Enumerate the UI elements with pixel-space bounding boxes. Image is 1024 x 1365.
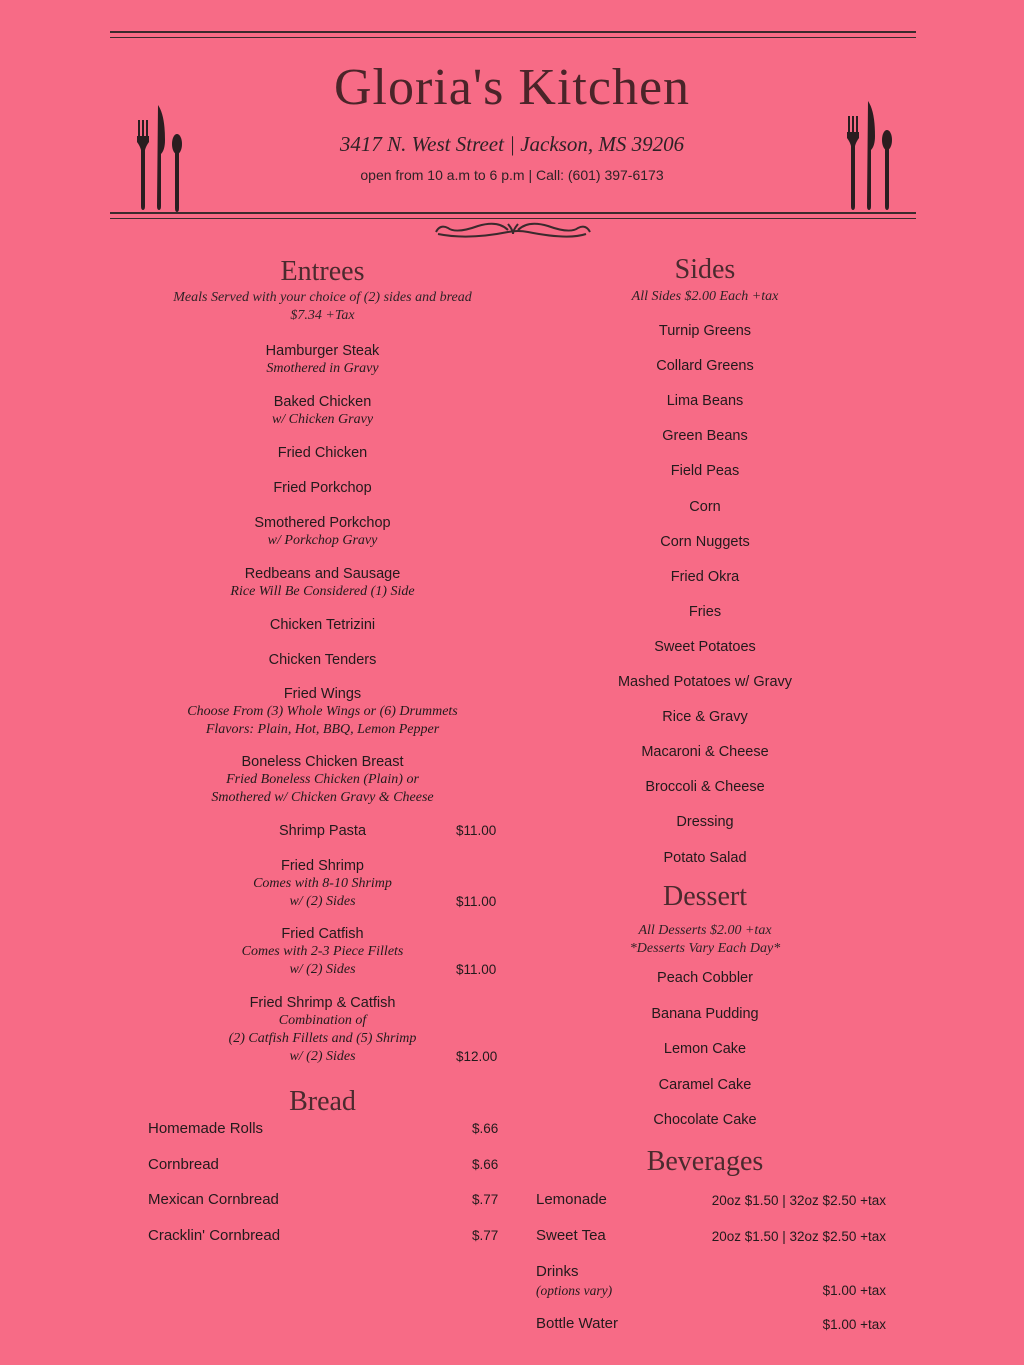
cutlery-icon-left [134,100,186,215]
entree-name: Fried Chicken [277,445,368,461]
entree-description: Comes with 2-3 Piece Fillets [241,944,404,959]
beverage-name: Bottle Water [536,1315,618,1332]
entree-item [140,857,505,911]
entree-description: Smothered in Gravy [266,361,379,376]
beverage-description: (options vary) [536,1283,613,1298]
bread-item-price: $.66 [472,1157,499,1172]
entree-name: Fried Porkchop [273,480,372,496]
sides-note: All Sides $2.00 Each +tax [631,289,779,304]
beverage-price: $1.00 +tax [822,1283,886,1298]
entree-item [140,822,505,840]
side-item: Field Peas [670,463,740,480]
beverages-heading: Beverages [646,1146,764,1177]
side-item: Collard Greens [656,358,754,375]
dessert-item: Peach Cobbler [657,970,753,986]
bread-item-name: Homemade Rolls [148,1120,264,1137]
bread-item-name: Mexican Cornbread [148,1191,279,1208]
entree-description: w/ (2) Sides [289,1049,356,1064]
entree-name: Baked Chicken [273,394,372,410]
side-item: Potato Salad [663,849,747,866]
bread-item-price: $.77 [472,1228,499,1243]
sides-heading: Sides [674,254,736,285]
restaurant-address: 3417 N. West Street | Jackson, MS 39206 [339,132,685,156]
entrees-note [140,289,505,325]
beverage-item [536,1226,606,1245]
entree-description: Rice Will Be Considered (1) Side [230,584,415,599]
bread-item-price: $.66 [472,1121,499,1136]
side-item: Mashed Potatoes w/ Gravy [617,674,793,690]
side-item: Broccoli & Cheese [645,779,765,796]
beverage-price: 20oz $1.50 | 32oz $2.50 +tax [711,1193,886,1208]
entree-price: $11.00 [456,823,497,838]
entree-description: (2) Catfish Fillets and (5) Shrimp [228,1031,417,1046]
entree-item [140,753,505,807]
entree-item [140,994,505,1066]
entree-price: $11.00 [456,894,497,909]
beverage-name: Drinks [536,1263,579,1280]
entree-description: Choose From (3) Whole Wings or (6) Drummets [187,704,458,719]
entree-item [140,444,505,462]
bread-item-price: $.77 [472,1192,499,1207]
entree-name: Fried Wings [283,686,362,702]
entree-name: Fried Shrimp & Catfish [249,995,396,1011]
entrees-note-line-1: Meals Served with your choice of (2) sides and bread [173,290,472,305]
entree-name: Boneless Chicken Breast [241,754,404,770]
bread-heading: Bread [289,1086,356,1117]
entree-description: w/ Porkchop Gravy [267,533,378,548]
entrees-price-note: $7.34 +Tax [290,308,355,323]
entree-item [140,685,505,739]
side-item: Dressing [676,814,734,831]
side-item: Green Beans [662,428,748,445]
entree-item [140,393,505,429]
entree-name: Redbeans and Sausage [244,566,401,582]
entree-item [140,565,505,601]
beverage-item [536,1190,607,1209]
header-bottom-rule [110,212,916,214]
entree-name: Chicken Tenders [268,652,377,668]
side-item: Fried Okra [670,568,740,585]
beverage-name: Lemonade [536,1191,607,1208]
entree-item [140,514,505,550]
entree-price: $12.00 [456,1049,498,1064]
restaurant-hours: open from 10 a.m to 6 p.m | Call: (601) 397-6173 [360,167,664,183]
side-item: Corn Nuggets [660,533,750,550]
entree-name: Chicken Tetrizini [269,617,376,633]
entrees-heading: Entrees [280,256,365,287]
beverage-name: Sweet Tea [536,1227,606,1244]
beverage-item [536,1262,612,1300]
dessert-note [555,922,855,958]
entree-item [140,479,505,497]
dessert-item: Banana Pudding [651,1005,759,1022]
entree-item [140,925,505,979]
restaurant-title: Gloria's Kitchen [333,59,691,116]
entree-description: w/ Chicken Gravy [271,412,374,427]
bread-item-name: Cracklin' Cornbread [148,1227,281,1244]
ornament-flourish-icon [430,218,596,242]
side-item: Sweet Potatoes [654,638,756,655]
side-item: Lima Beans [666,393,744,410]
entree-item [140,616,505,634]
side-item: Corn [689,498,721,515]
dessert-heading: Dessert [663,881,747,912]
cutlery-icon-right [844,100,896,215]
header-top-rule [110,31,916,33]
entree-description: Combination of [278,1013,367,1028]
entree-description: Flavors: Plain, Hot, BBQ, Lemon Pepper [205,722,440,737]
entree-description: Fried Boneless Chicken (Plain) or [226,772,419,787]
entree-item [140,342,505,378]
dessert-item: Lemon Cake [663,1041,747,1057]
beverage-price: $1.00 +tax [822,1317,886,1332]
side-item: Turnip Greens [658,323,752,339]
entree-name: Fried Shrimp [281,858,364,874]
dessert-item: Caramel Cake [658,1076,752,1093]
bread-item-name: Cornbread [148,1156,219,1173]
entree-name: Fried Catfish [281,926,364,942]
entree-description: Comes with 8-10 Shrimp [253,876,392,891]
beverage-price: 20oz $1.50 | 32oz $2.50 +tax [711,1229,886,1244]
entree-name: Shrimp Pasta [278,823,367,839]
header-top-rule-thin [110,37,916,38]
entree-description: w/ (2) Sides [289,894,356,909]
dessert-item: Chocolate Cake [653,1112,757,1128]
entree-item [140,651,505,669]
entree-description: w/ (2) Sides [289,962,356,977]
beverage-item [536,1314,618,1333]
side-item: Rice & Gravy [662,709,748,726]
entree-name: Smothered Porkchop [254,515,391,531]
dessert-note-line-1: All Desserts $2.00 +tax [638,923,772,938]
entree-description: Smothered w/ Chicken Gravy & Cheese [211,790,434,805]
entree-price: $11.00 [456,962,497,977]
dessert-note-line-2: *Desserts Vary Each Day* [629,941,781,956]
entree-name: Hamburger Steak [265,343,380,359]
side-item: Macaroni & Cheese [641,744,769,761]
side-item: Fries [688,603,722,620]
